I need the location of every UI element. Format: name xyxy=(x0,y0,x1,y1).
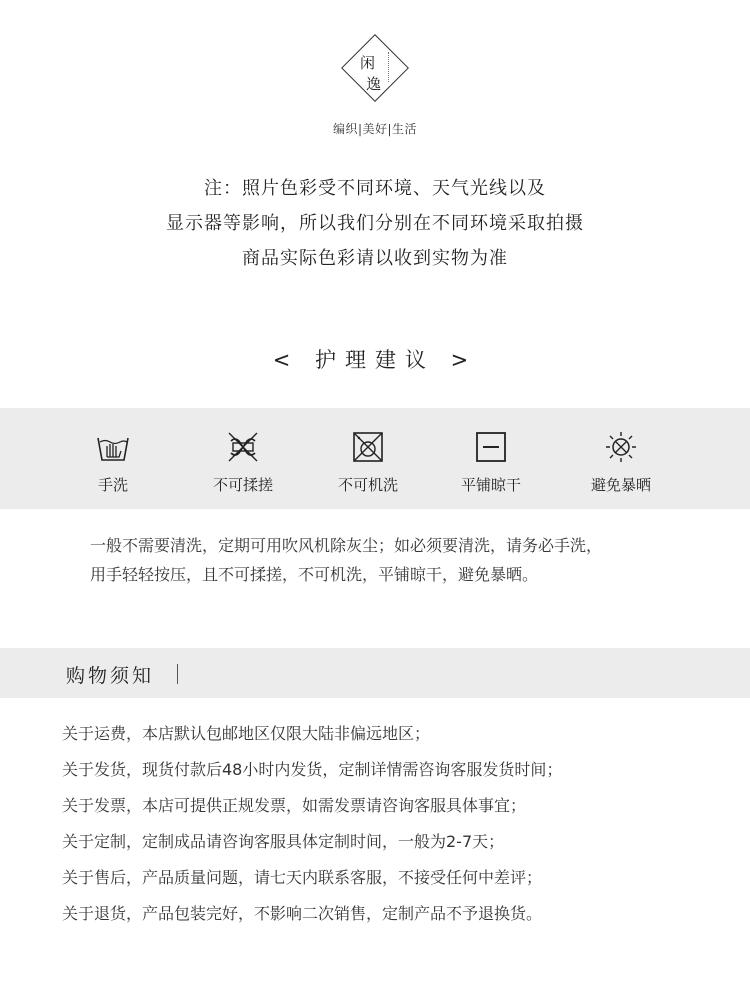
care-label: 不可机洗 xyxy=(337,476,398,494)
care-text-line: 用手轻轻按压，且不可揉搓，不可机洗，平铺晾干，避免暴晒。 xyxy=(90,565,539,584)
brand-tagline: 编织|美好|生活 xyxy=(332,122,418,136)
care-item-avoid-sun xyxy=(556,408,686,509)
care-item-dry-flat xyxy=(426,408,556,509)
shopping-header-band xyxy=(0,648,750,698)
list-item: 关于售后，产品质量问题，请七天内联系客服，不接受任何中差评； xyxy=(62,868,543,887)
care-instructions xyxy=(90,531,730,589)
shopping-notes-list xyxy=(62,719,742,935)
logo-seal-mark xyxy=(388,52,392,82)
list-item: 关于发票，本店可提供正规发票，如需发票请咨询客服具体事宜； xyxy=(62,796,527,815)
note-line: 显示器等影响，所以我们分别在不同环境采取拍摄 xyxy=(166,213,584,234)
list-item: 关于发货，现货付款后48小时内发货，定制详情需咨询客服发货时间； xyxy=(62,760,563,779)
care-text-line: 一般不需要清洗，定期可用吹风机除灰尘；如必须要清洗，请务必手洗， xyxy=(90,536,603,555)
no-wring-icon xyxy=(226,430,260,464)
note-line: 商品实际色彩请以收到实物为准 xyxy=(242,248,508,269)
note-line: 注：照片色彩受不同环境、天气光线以及 xyxy=(204,178,546,199)
care-label: 避免暴晒 xyxy=(590,476,651,494)
brand-logo xyxy=(0,0,750,150)
shopping-section-title: 购物须知 xyxy=(66,665,155,687)
hand-wash-icon xyxy=(96,430,130,464)
care-item-no-machine-wash xyxy=(303,408,433,509)
care-section-title: < 护理建议 > xyxy=(272,348,478,372)
logo-glyph-bottom: 逸 xyxy=(366,75,382,93)
care-item-hand-wash xyxy=(48,408,178,509)
list-item: 关于运费，本店默认包邮地区仅限大陆非偏远地区； xyxy=(62,724,431,743)
title-divider xyxy=(177,664,178,684)
care-label: 不可揉搓 xyxy=(212,476,273,494)
list-item: 关于退货，产品包装完好，不影响二次销售，定制产品不予退换货。 xyxy=(62,904,543,923)
care-item-no-wring xyxy=(178,408,308,509)
care-label: 手洗 xyxy=(97,476,128,494)
no-machine-wash-icon xyxy=(351,430,385,464)
care-label: 平铺晾干 xyxy=(460,476,521,494)
list-item: 关于定制，定制成品请咨询客服具体定制时间，一般为2-7天； xyxy=(62,832,505,851)
care-icons-band xyxy=(0,408,750,509)
dry-flat-icon xyxy=(474,430,508,464)
logo-glyph-top: 闲 xyxy=(360,54,376,72)
avoid-sun-icon xyxy=(604,430,638,464)
color-note xyxy=(0,176,750,281)
